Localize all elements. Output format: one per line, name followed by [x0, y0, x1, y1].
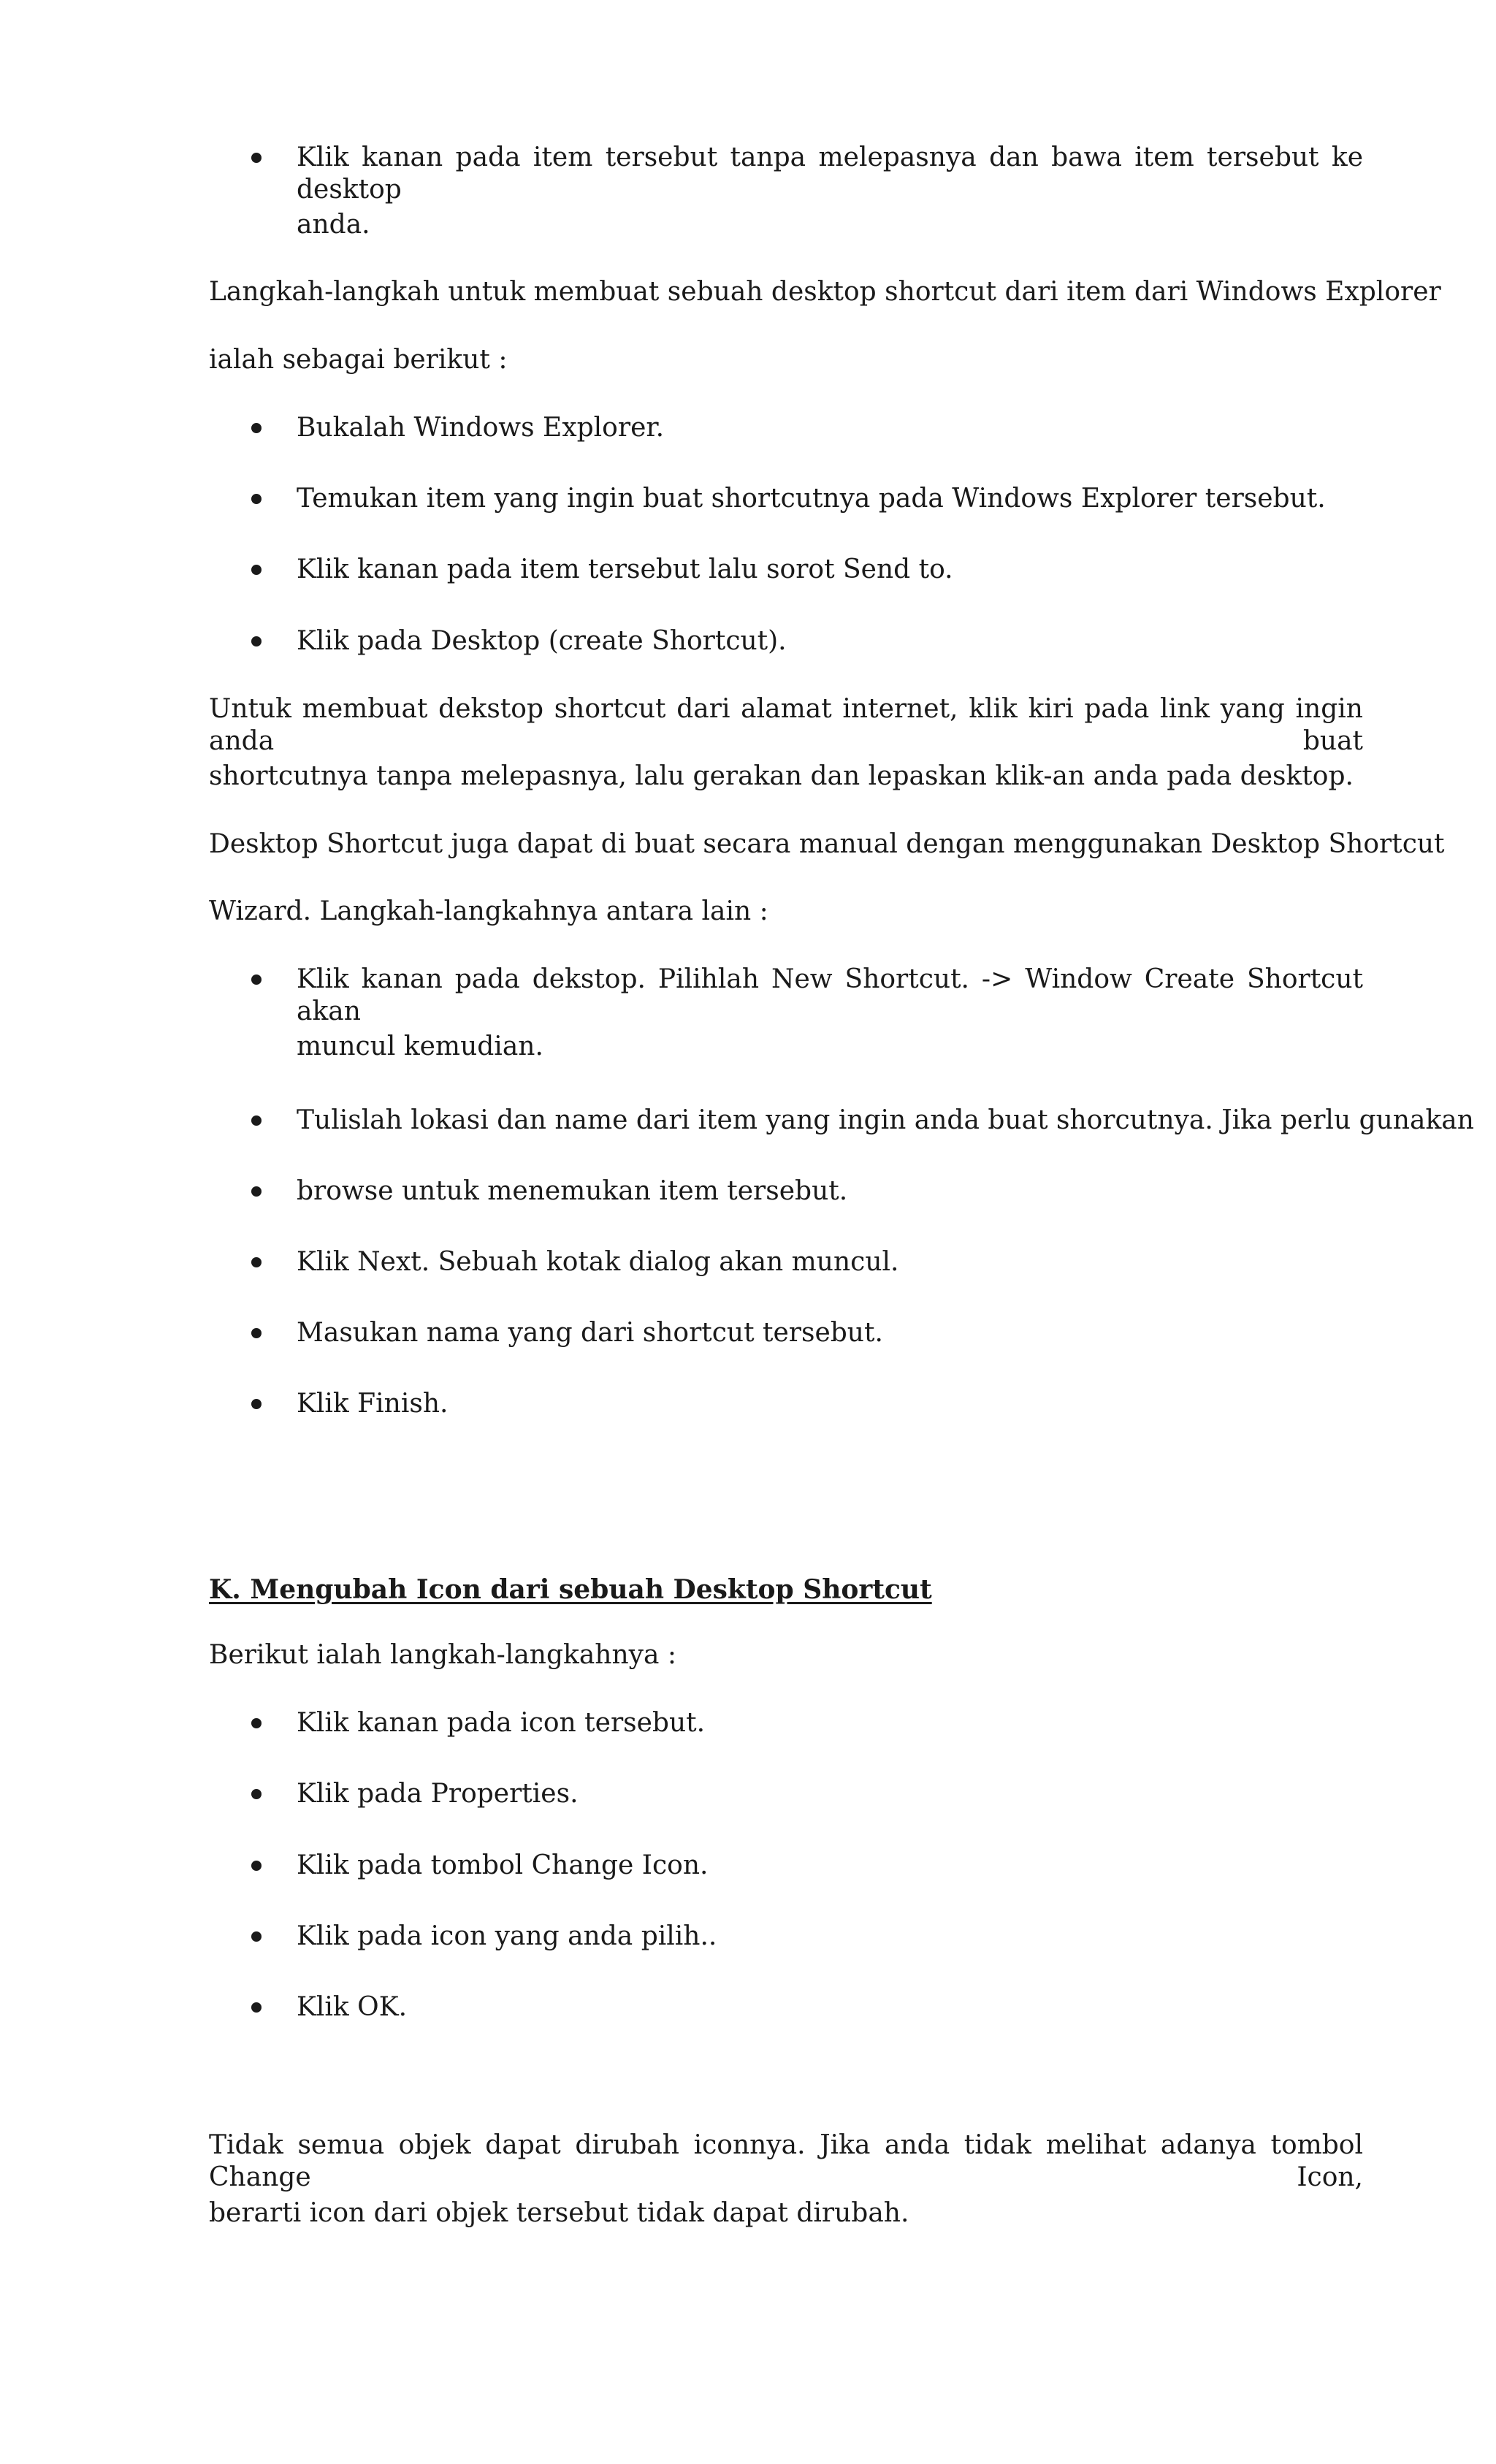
bullet-dot — [251, 153, 262, 163]
list-item: Masukan nama yang dari shortcut tersebut. — [297, 1318, 883, 1348]
bullet-dot — [251, 1931, 262, 1942]
paragraph-line: Desktop Shortcut juga dapat di buat secara manual dengan menggunakan Desktop Shortcut — [209, 829, 1445, 859]
paragraph-line: berarti icon dari objek tersebut tidak dapat dirubah. — [209, 2198, 909, 2228]
list-item: Temukan item yang ingin buat shortcutnya pada Windows Explorer tersebut. — [297, 484, 1326, 514]
bullet-dot — [251, 1789, 262, 1799]
paragraph-line: Tidak semua objek dapat dirubah iconnya. Jika anda tidak melihat adanya tombol Change Icon, — [209, 2130, 1363, 2192]
list-item: Klik Next. Sebuah kotak dialog akan muncul. — [297, 1247, 899, 1277]
list-item: Klik pada icon yang anda pilih.. — [297, 1921, 717, 1951]
bullet-dot — [251, 494, 262, 504]
list-item: Klik kanan pada item tersebut lalu sorot Send to. — [297, 554, 953, 584]
bullet-dot — [251, 974, 262, 985]
bullet-text: Klik kanan pada item tersebut tanpa melepasnya dan bawa item tersebut ke desktop — [297, 142, 1363, 205]
list-item: Bukalah Windows Explorer. — [297, 413, 665, 443]
list-item: Klik pada Desktop (create Shortcut). — [297, 626, 787, 656]
bullet-dot — [251, 1257, 262, 1267]
paragraph-line: ialah sebagai berikut : — [209, 345, 508, 375]
bullet-dot — [251, 1328, 262, 1338]
bullet-dot — [251, 423, 262, 433]
paragraph-line: Langkah-langkah untuk membuat sebuah desktop shortcut dari item dari Windows Explorer — [209, 277, 1441, 307]
section-heading: K. Mengubah Icon dari sebuah Desktop Shortcut — [209, 1574, 932, 1605]
paragraph-line: shortcutnya tanpa melepasnya, lalu gerakan dan lepaskan klik-an anda pada desktop. — [209, 761, 1354, 791]
list-item: Klik kanan pada icon tersebut. — [297, 1708, 706, 1738]
paragraph-line: Untuk membuat dekstop shortcut dari alamat internet, klik kiri pada link yang ingin anda buat — [209, 694, 1363, 756]
list-item: Tulislah lokasi dan name dari item yang ingin anda buat shorcutnya. Jika perlu gunakan — [297, 1105, 1474, 1135]
bullet-dot — [251, 1718, 262, 1728]
list-item: browse untuk menemukan item tersebut. — [297, 1176, 848, 1206]
list-item: Klik Finish. — [297, 1389, 449, 1419]
bullet-dot — [251, 1861, 262, 1871]
bullet-text-continuation: anda. — [297, 210, 370, 240]
bullet-dot — [251, 1186, 262, 1197]
list-item: Klik OK. — [297, 1992, 408, 2022]
bullet-dot — [251, 636, 262, 646]
bullet-text: Klik kanan pada dekstop. Pilihlah New Shortcut. -> Window Create Shortcut akan — [297, 964, 1363, 1026]
paragraph-line: Wizard. Langkah-langkahnya antara lain : — [209, 896, 768, 926]
list-item: Klik pada tombol Change Icon. — [297, 1850, 709, 1880]
list-item: Klik pada Properties. — [297, 1779, 579, 1809]
bullet-dot — [251, 2002, 262, 2013]
paragraph-line: Berikut ialah langkah-langkahnya : — [209, 1640, 677, 1670]
bullet-text-continuation: muncul kemudian. — [297, 1031, 543, 1061]
bullet-dot — [251, 1115, 262, 1126]
bullet-dot — [251, 565, 262, 575]
bullet-dot — [251, 1399, 262, 1409]
